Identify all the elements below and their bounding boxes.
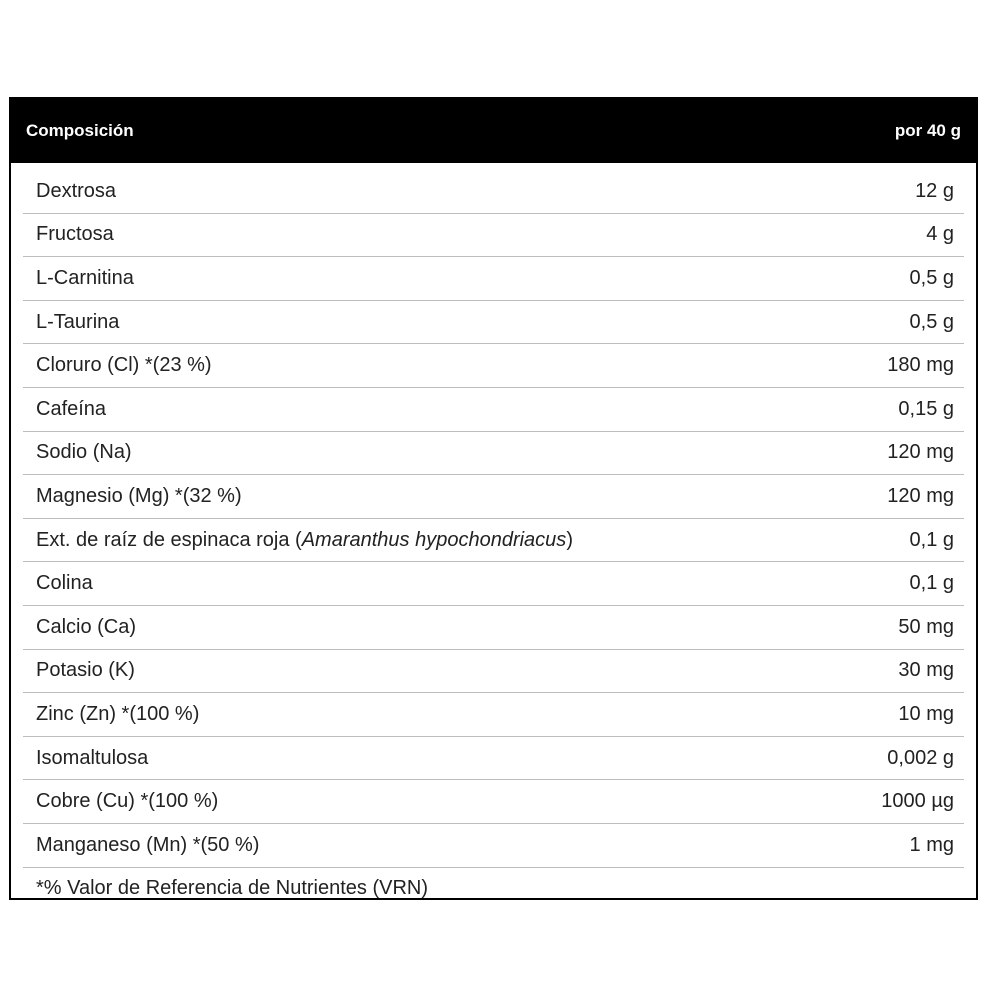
- table-body: [23, 170, 964, 910]
- row-value: 0,1 g: [909, 528, 954, 551]
- table-row: [23, 301, 964, 345]
- row-value: 12 g: [915, 179, 954, 202]
- row-value: 0,1 g: [909, 572, 954, 595]
- row-value: 180 mg: [887, 354, 954, 377]
- row-name: Cobre (Cu) *(100 %): [36, 790, 219, 813]
- header-portion: por 40 g: [894, 121, 961, 140]
- row-value: 120 mg: [887, 484, 954, 507]
- composition-table: [9, 97, 978, 900]
- footnote: *% Valor de Referencia de Nutrientes (VRN): [36, 877, 429, 899]
- table-row: [23, 257, 964, 301]
- table-row: [23, 475, 964, 519]
- row-name: Isomaltulosa: [36, 746, 149, 769]
- table-row: [23, 432, 964, 476]
- row-value: 1 mg: [909, 833, 954, 856]
- row-name: Colina: [36, 572, 93, 595]
- header-title: Composición: [26, 121, 134, 140]
- row-value: 0,002 g: [887, 746, 954, 769]
- table-row: [23, 606, 964, 650]
- row-value: 0,5 g: [909, 266, 954, 289]
- table-row: [23, 519, 964, 563]
- row-name: Zinc (Zn) *(100 %): [36, 702, 200, 725]
- row-name: Potasio (K): [36, 659, 135, 682]
- table-row: [23, 388, 964, 432]
- table-row: [23, 824, 964, 868]
- table-row: [23, 344, 964, 388]
- row-name: Fructosa: [36, 223, 114, 246]
- row-name: Cafeína: [36, 397, 107, 420]
- row-value: 0,15 g: [898, 397, 954, 420]
- table-header: [11, 99, 976, 163]
- table-row: [23, 214, 964, 258]
- row-name: Sodio (Na): [36, 441, 132, 464]
- row-name: [36, 529, 573, 552]
- row-name-prefix: Ext. de raíz de espinaca roja (: [36, 528, 302, 551]
- row-value: 4 g: [926, 223, 954, 246]
- table-row: [23, 650, 964, 694]
- table-row: [23, 170, 964, 214]
- row-name: Magnesio (Mg) *(32 %): [36, 484, 242, 507]
- row-value: 30 mg: [898, 659, 954, 682]
- table-row: [23, 693, 964, 737]
- row-value: 120 mg: [887, 441, 954, 464]
- row-name-suffix: ): [566, 528, 573, 551]
- row-name: Calcio (Ca): [36, 615, 137, 638]
- row-value: 10 mg: [898, 702, 954, 725]
- row-name: Cloruro (Cl) *(23 %): [36, 354, 212, 377]
- row-name: L-Taurina: [36, 310, 120, 333]
- table-row: [23, 737, 964, 781]
- row-value: 1000 µg: [881, 790, 954, 813]
- row-name: Dextrosa: [36, 179, 117, 202]
- row-value: 50 mg: [898, 615, 954, 638]
- table-row: [23, 562, 964, 606]
- table-row: [23, 780, 964, 824]
- row-name: Manganeso (Mn) *(50 %): [36, 833, 260, 856]
- row-name: L-Carnitina: [36, 266, 134, 289]
- row-value: 0,5 g: [909, 310, 954, 333]
- row-name-scientific: Amaranthus hypochondriacus: [301, 528, 567, 551]
